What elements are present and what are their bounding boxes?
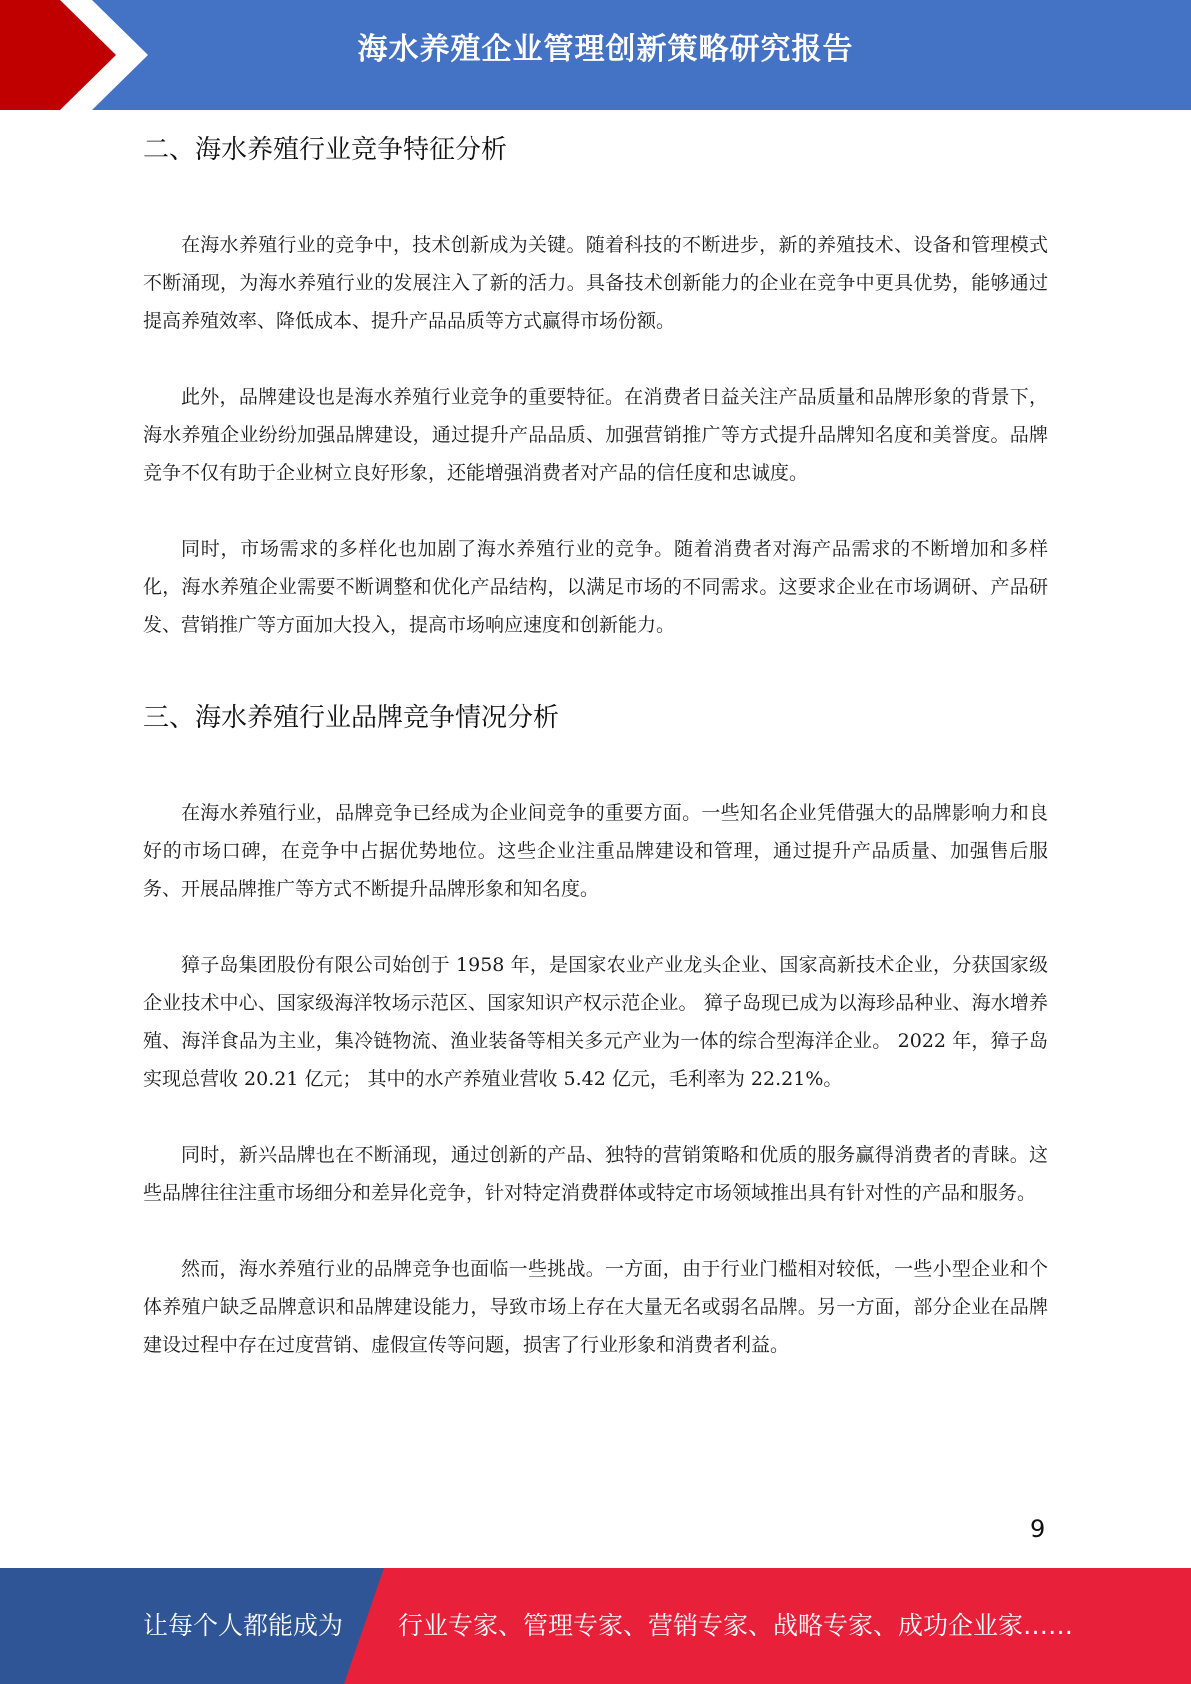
section-heading-brand-competition: 三、海水养殖行业品牌竞争情况分析 — [143, 703, 560, 733]
paragraph: 在海水养殖行业的竞争中，技术创新成为关键。随着科技的不断进步，新的养殖技术、设备和管理模式不断涌现，为海水养殖行业的发展注入了新的活力。具备技术创新能力的企业在竞争中更具优势，能够通过提高养殖效率、降低成本、提升产品品质等方式赢得市场份额。 — [143, 234, 1048, 332]
section-heading-competition-features: 二、海水养殖行业竞争特征分析 — [143, 135, 508, 165]
footer-banner — [0, 1568, 1191, 1684]
footer-slogan-right: 行业专家、管理专家、营销专家、战略专家、成功企业家…… — [398, 1611, 1074, 1640]
page-number: 9 — [1030, 1515, 1046, 1543]
paragraph: 然而，海水养殖行业的品牌竞争也面临一些挑战。一方面，由于行业门槛相对较低，一些小型企业和个体养殖户缺乏品牌意识和品牌建设能力，导致市场上存在大量无名或弱名品牌。另一方面，部分企业在品牌建设过程中存在过度营销、虚假宣传等问题，损害了行业形象和消费者利益。 — [143, 1258, 1048, 1356]
paragraph: 在海水养殖行业，品牌竞争已经成为企业间竞争的重要方面。一些知名企业凭借强大的品牌影响力和良好的市场口碑，在竞争中占据优势地位。这些企业注重品牌建设和管理，通过提升产品质量、加强售后服务、开展品牌推广等方式不断提升品牌形象和知名度。 — [143, 802, 1048, 900]
paragraph: 此外，品牌建设也是海水养殖行业竞争的重要特征。在消费者日益关注产品质量和品牌形象的背景下，海水养殖企业纷纷加强品牌建设，通过提升产品品质、加强营销推广等方式提升品牌知名度和美誉度。品牌竞争不仅有助于企业树立良好形象，还能增强消费者对产品的信任度和忠诚度。 — [143, 386, 1048, 484]
header-banner — [0, 0, 1191, 110]
paragraph: 獐子岛集团股份有限公司始创于 1958 年，是国家农业产业龙头企业、国家高新技术企业，分获国家级企业技术中心、国家级海洋牧场示范区、国家知识产权示范企业。 獐子岛现已成为以海珍品种业、海水增养殖、海洋食品为主业，集冷链物流、渔业装备等相关多元产业为一体的综合型海洋企业。 2022 年，獐子岛实现总营收 20.21 亿元； 其中的水产养殖业营收 5.42 亿元，毛利率为 22.21%。 — [143, 954, 1048, 1090]
footer-slogan-left: 让每个人都能成为 — [143, 1611, 344, 1640]
main-content — [143, 118, 1048, 1364]
paragraph: 同时，市场需求的多样化也加剧了海水养殖行业的竞争。随着消费者对海产品需求的不断增加和多样化，海水养殖企业需要不断调整和优化产品结构，以满足市场的不同需求。这要求企业在市场调研、产品研发、营销推广等方面加大投入，提高市场响应速度和创新能力。 — [143, 538, 1048, 636]
paragraph: 同时，新兴品牌也在不断涌现，通过创新的产品、独特的营销策略和优质的服务赢得消费者的青睐。这些品牌往往注重市场细分和差异化竞争，针对特定消费群体或特定市场领域推出具有针对性的产品和服务。 — [143, 1144, 1048, 1204]
report-title: 海水养殖企业管理创新策略研究报告 — [357, 32, 854, 67]
